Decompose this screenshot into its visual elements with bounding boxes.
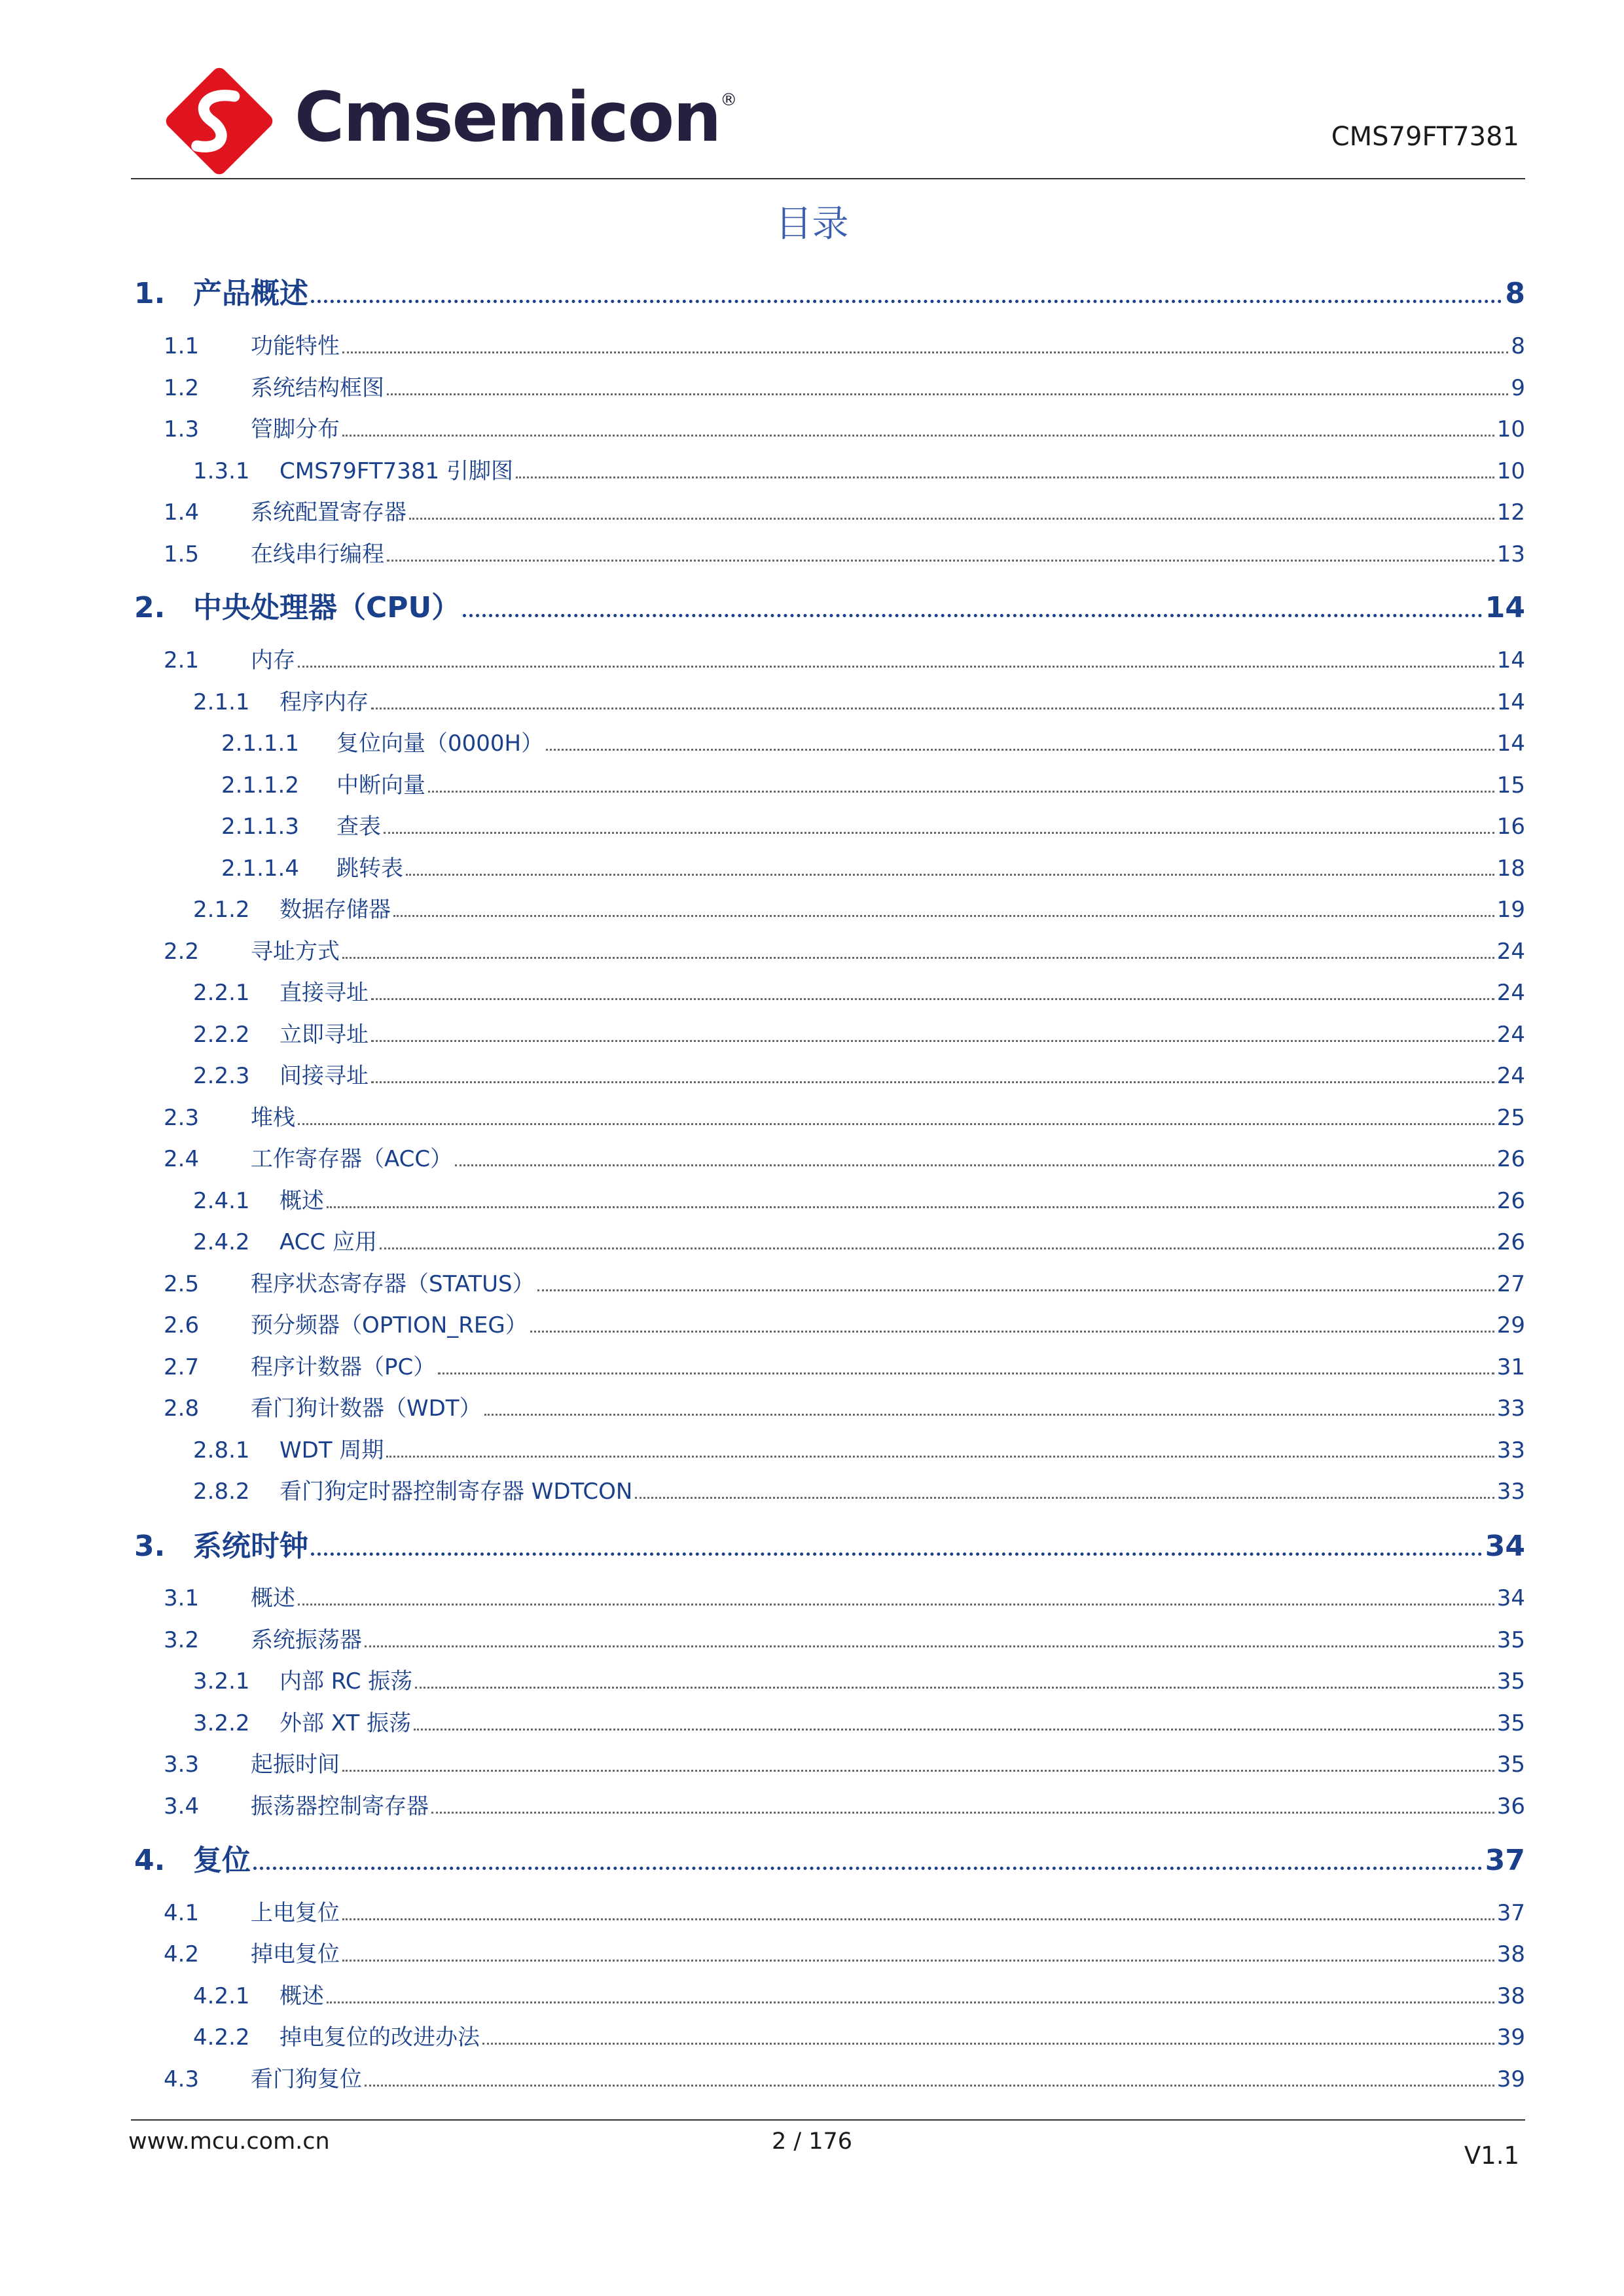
toc-entry[interactable]: [193, 1016, 1525, 1049]
toc-entry-label: 管脚分布: [251, 416, 340, 442]
toc-entry-number: 4.3: [164, 2066, 200, 2092]
toc-entry[interactable]: [164, 1100, 1525, 1132]
brand-name: Cmsemicon®: [295, 77, 736, 157]
toc-entry-number: 2.1.1: [193, 689, 250, 715]
toc-entry-page: 13: [1496, 541, 1525, 567]
toc-entry-number: 1.4: [164, 499, 200, 526]
toc-entry-page: 8: [1511, 333, 1525, 359]
toc-entry-page: 14: [1496, 689, 1525, 715]
toc-entry-number: 3.2.1: [193, 1668, 250, 1695]
toc-dot-leader: [409, 518, 1494, 520]
toc-entry-page: 26: [1496, 1188, 1525, 1214]
toc-entry-number: 1.3.1: [193, 458, 250, 484]
toc-entry-label: 查表: [336, 814, 381, 840]
toc-dot-leader: [371, 1081, 1494, 1083]
header-divider: [131, 178, 1525, 179]
toc-entry[interactable]: [193, 684, 1525, 716]
toc-entry-page: 29: [1496, 1312, 1525, 1338]
toc-entry[interactable]: [221, 767, 1525, 799]
toc-entry-label: 复位向量（0000H）: [336, 730, 544, 757]
toc-entry-page: 14: [1485, 591, 1525, 624]
toc-dot-leader: [415, 1687, 1494, 1689]
toc-dot-leader: [365, 1645, 1494, 1647]
toc-entry-number: 2.2.3: [193, 1063, 250, 1089]
toc-entry[interactable]: [221, 850, 1525, 882]
toc-entry-page: 25: [1496, 1105, 1525, 1131]
toc-entry-page: 14: [1496, 730, 1525, 757]
toc-entry-number: 2.6: [164, 1312, 200, 1338]
toc-entry-label: 系统时钟: [193, 1530, 308, 1563]
toc-entry-label: 看门狗复位: [251, 2066, 362, 2092]
toc-entry-page: 36: [1496, 1793, 1525, 1820]
footer-website: www.mcu.com.cn: [128, 2128, 330, 2155]
toc-entry[interactable]: [134, 1837, 1525, 1878]
toc-entry-number: 4.2: [164, 1941, 200, 1967]
toc-dot-leader: [546, 749, 1494, 751]
toc-dot-leader: [428, 791, 1494, 793]
toc-entry-page: 33: [1496, 1395, 1525, 1422]
toc-entry-page: 9: [1511, 375, 1525, 401]
toc-dot-leader: [537, 1289, 1494, 1291]
toc-dot-leader: [463, 614, 1482, 617]
toc-entry-page: 14: [1496, 647, 1525, 673]
toc-entry-number: 2.4.1: [193, 1188, 250, 1214]
toc-entry-number: 2.5: [164, 1271, 200, 1297]
toc-entry-number: 3.1: [164, 1585, 200, 1611]
toc-entry-number: 2.8.2: [193, 1479, 250, 1505]
toc-entry[interactable]: [164, 536, 1525, 568]
toc-entry-number: 1.2: [164, 375, 200, 401]
toc-entry-label: 掉电复位的改进办法: [280, 2024, 480, 2051]
toc-entry-number: 2.3: [164, 1105, 200, 1131]
toc-dot-leader: [342, 435, 1494, 437]
toc-dot-leader: [327, 1206, 1494, 1208]
toc-entry[interactable]: [164, 1307, 1525, 1339]
toc-entry-page: 35: [1496, 1668, 1525, 1695]
toc-entry-label: 间接寻址: [280, 1063, 369, 1089]
toc-entry-label: 振荡器控制寄存器: [251, 1793, 429, 1820]
toc-entry-label: 概述: [280, 1188, 324, 1214]
toc-dot-leader: [380, 1247, 1494, 1249]
toc-entry-page: 8: [1505, 277, 1525, 310]
toc-entry[interactable]: [193, 1978, 1525, 2010]
toc-entry[interactable]: [164, 1390, 1525, 1422]
toc-entry[interactable]: [193, 1224, 1525, 1256]
toc-entry[interactable]: [134, 584, 1525, 626]
toc-entry-page: 24: [1496, 980, 1525, 1006]
toc-entry-page: 15: [1496, 772, 1525, 798]
toc-entry-number: 2.8.1: [193, 1437, 250, 1463]
toc-entry-label: CMS79FT7381 引脚图: [280, 458, 513, 484]
toc-entry-number: 3.3: [164, 1751, 200, 1778]
toc-entry-number: 3.2: [164, 1627, 200, 1653]
toc-entry-label: 系统结构框图: [251, 375, 384, 401]
toc-entry-page: 24: [1496, 1063, 1525, 1089]
toc-entry-label: 看门狗计数器（WDT）: [251, 1395, 482, 1422]
toc-entry-number: 3.2.2: [193, 1710, 250, 1736]
toc-entry-number: 2.7: [164, 1354, 200, 1380]
toc-entry-page: 39: [1496, 2066, 1525, 2092]
toc-entry[interactable]: [193, 1183, 1525, 1215]
toc-entry-label: 概述: [251, 1585, 295, 1611]
toc-dot-leader: [342, 957, 1494, 959]
toc-dot-leader: [530, 1331, 1494, 1333]
toc-dot-leader: [635, 1497, 1494, 1499]
toc-entry-label: 中断向量: [336, 772, 425, 798]
toc-entry-page: 26: [1496, 1146, 1525, 1172]
toc-dot-leader: [253, 1867, 1483, 1870]
toc-entry-page: 24: [1496, 939, 1525, 965]
toc-entry[interactable]: [134, 270, 1525, 312]
toc-entry-label: 功能特性: [251, 333, 340, 359]
toc-dot-leader: [342, 1918, 1494, 1920]
toc-entry-number: 2.1.1.3: [221, 814, 299, 840]
toc-entry[interactable]: [193, 1473, 1525, 1505]
toc-entry[interactable]: [164, 933, 1525, 965]
toc-entry[interactable]: [193, 1432, 1525, 1464]
toc-entry[interactable]: [164, 1895, 1525, 1927]
toc-dot-leader: [371, 998, 1494, 1000]
toc-entry-number: 4.1: [164, 1900, 200, 1926]
toc-entry-number: 1.: [134, 277, 166, 310]
toc-entry-label: 中央处理器（CPU）: [193, 591, 461, 624]
toc-entry-page: 24: [1496, 1022, 1525, 1048]
footer-version: V1.1: [1464, 2142, 1519, 2170]
toc-entry-number: 4.2.1: [193, 1983, 250, 2009]
toc-entry-label: ACC 应用: [280, 1229, 377, 1255]
toc-entry-label: 立即寻址: [280, 1022, 369, 1048]
toc-dot-leader: [311, 1552, 1483, 1556]
toc-entry[interactable]: [164, 1936, 1525, 1968]
footer-divider: [131, 2119, 1525, 2121]
toc-dot-leader: [516, 476, 1494, 478]
toc-entry-label: 产品概述: [193, 277, 308, 310]
toc-entry-page: 34: [1485, 1530, 1525, 1563]
toc-entry-label: 程序内存: [280, 689, 369, 715]
toc-entry-page: 37: [1485, 1844, 1525, 1877]
toc-entry-label: 概述: [280, 1983, 324, 2009]
toc-dot-leader: [298, 666, 1494, 668]
toc-entry-page: 12: [1496, 499, 1525, 526]
toc-entry-page: 34: [1496, 1585, 1525, 1611]
toc-entry-number: 2.2: [164, 939, 200, 965]
toc-entry-page: 26: [1496, 1229, 1525, 1255]
toc-entry-label: 系统振荡器: [251, 1627, 362, 1653]
toc-dot-leader: [438, 1372, 1494, 1374]
toc-entry[interactable]: [164, 494, 1525, 526]
toc-entry-number: 2.2.1: [193, 980, 250, 1006]
toc-entry-number: 4.2.2: [193, 2024, 250, 2051]
toc-entry-page: 18: [1496, 855, 1525, 882]
toc-dot-leader: [387, 560, 1494, 562]
toc-dot-leader: [406, 874, 1494, 876]
toc-entry-number: 2.4.2: [193, 1229, 250, 1255]
toc-entry-number: 2.1: [164, 647, 200, 673]
toc-entry-label: 起振时间: [251, 1751, 340, 1778]
toc-entry-label: 复位: [193, 1844, 251, 1877]
toc-entry-number: 2.2.2: [193, 1022, 250, 1048]
toc-entry[interactable]: [221, 808, 1525, 840]
toc-dot-leader: [365, 2085, 1494, 2087]
toc-entry[interactable]: [193, 1705, 1525, 1737]
toc-entry-label: 工作寄存器（ACC）: [251, 1146, 453, 1172]
toc-entry-label: 看门狗定时器控制寄存器 WDTCON: [280, 1479, 633, 1505]
toc-entry[interactable]: [164, 1788, 1525, 1820]
toc-entry-label: 内部 RC 振荡: [280, 1668, 413, 1695]
toc-entry-number: 2.1.1.4: [221, 855, 299, 882]
toc-entry-number: 2.4: [164, 1146, 200, 1172]
toc-entry-page: 10: [1496, 458, 1525, 484]
toc-entry[interactable]: [193, 2019, 1525, 2051]
page-title: 目录: [775, 203, 849, 245]
toc-dot-leader: [414, 1729, 1494, 1731]
toc-entry-page: 38: [1496, 1941, 1525, 1967]
toc-dot-leader: [371, 1040, 1494, 1042]
cmsemicon-logo-icon: [157, 59, 281, 183]
model-number: CMS79FT7381: [1331, 122, 1519, 152]
toc-entry-page: 10: [1496, 416, 1525, 442]
toc-dot-leader: [327, 2001, 1494, 2003]
toc-dot-leader: [298, 1604, 1494, 1605]
toc-entry[interactable]: [193, 453, 1525, 485]
toc-entry[interactable]: [164, 1746, 1525, 1778]
toc-entry-page: 37: [1496, 1900, 1525, 1926]
toc-entry[interactable]: [193, 1663, 1525, 1695]
toc-entry-page: 35: [1496, 1710, 1525, 1736]
toc-entry-page: 31: [1496, 1354, 1525, 1380]
toc-entry-number: 2.1.1.1: [221, 730, 299, 757]
toc-entry[interactable]: [164, 1622, 1525, 1654]
toc-entry-label: WDT 周期: [280, 1437, 384, 1463]
toc-entry[interactable]: [164, 370, 1525, 402]
toc-entry[interactable]: [193, 1058, 1525, 1090]
toc-dot-leader: [311, 300, 1502, 303]
toc-entry-label: 直接寻址: [280, 980, 369, 1006]
toc-entry-label: 内存: [251, 647, 295, 673]
toc-dot-leader: [387, 393, 1508, 395]
toc-entry[interactable]: [164, 1141, 1525, 1173]
toc-entry-page: 33: [1496, 1479, 1525, 1505]
toc-dot-leader: [431, 1812, 1494, 1814]
toc-entry-number: 2.: [134, 591, 166, 624]
toc-dot-leader: [342, 1770, 1494, 1772]
toc-dot-leader: [384, 832, 1494, 834]
toc-dot-leader: [371, 708, 1494, 709]
toc-entry-number: 1.3: [164, 416, 200, 442]
toc-dot-leader: [298, 1123, 1494, 1125]
toc-entry-number: 3.: [134, 1530, 166, 1563]
toc-entry-label: 外部 XT 振荡: [280, 1710, 412, 1736]
toc-entry-label: 寻址方式: [251, 939, 340, 965]
toc-entry-page: 35: [1496, 1627, 1525, 1653]
toc-entry[interactable]: [164, 1349, 1525, 1381]
toc-dot-leader: [393, 915, 1494, 917]
toc-entry-number: 1.1: [164, 333, 200, 359]
toc-entry-number: 2.1.2: [193, 897, 250, 923]
toc-entry-page: 39: [1496, 2024, 1525, 2051]
toc-entry-page: 27: [1496, 1271, 1525, 1297]
toc-dot-leader: [455, 1164, 1494, 1166]
toc-entry-label: 系统配置寄存器: [251, 499, 406, 526]
toc-entry-number: 2.1.1.2: [221, 772, 299, 798]
toc-entry-number: 4.: [134, 1844, 166, 1877]
toc-entry-number: 3.4: [164, 1793, 200, 1820]
toc-dot-leader: [386, 1456, 1494, 1458]
toc-entry-label: 堆栈: [251, 1105, 295, 1131]
toc-entry[interactable]: [221, 725, 1525, 757]
toc-entry-label: 程序状态寄存器（STATUS）: [251, 1271, 535, 1297]
page-header: [0, 0, 1624, 183]
toc-entry-page: 16: [1496, 814, 1525, 840]
toc-dot-leader: [342, 351, 1508, 353]
toc-dot-leader: [484, 1414, 1494, 1416]
toc-entry[interactable]: [193, 891, 1525, 924]
toc-entry[interactable]: [164, 642, 1525, 674]
toc-entry[interactable]: [164, 328, 1525, 360]
toc-entry[interactable]: [164, 2061, 1525, 2093]
toc-dot-leader: [342, 1960, 1494, 1962]
toc-entry-page: 33: [1496, 1437, 1525, 1463]
toc-entry-label: 程序计数器（PC）: [251, 1354, 436, 1380]
toc-entry-label: 上电复位: [251, 1900, 340, 1926]
toc-entry[interactable]: [164, 1580, 1525, 1612]
toc-entry[interactable]: [193, 975, 1525, 1007]
toc-entry-number: 2.8: [164, 1395, 200, 1422]
toc-entry-number: 1.5: [164, 541, 200, 567]
toc-entry-label: 在线串行编程: [251, 541, 384, 567]
toc-entry[interactable]: [164, 1266, 1525, 1298]
footer-page-number: 2 / 176: [771, 2128, 853, 2155]
toc-entry[interactable]: [134, 1522, 1525, 1564]
toc-entry-label: 数据存储器: [280, 897, 391, 923]
toc-dot-leader: [482, 2043, 1494, 2045]
toc-entry[interactable]: [164, 411, 1525, 443]
toc-entry-page: 35: [1496, 1751, 1525, 1778]
toc-entry-label: 掉电复位: [251, 1941, 340, 1967]
toc-entry-page: 38: [1496, 1983, 1525, 2009]
toc-entry-label: 预分频器（OPTION_REG）: [251, 1312, 528, 1338]
toc-entry-page: 19: [1496, 897, 1525, 923]
toc-entry-label: 跳转表: [336, 855, 403, 882]
